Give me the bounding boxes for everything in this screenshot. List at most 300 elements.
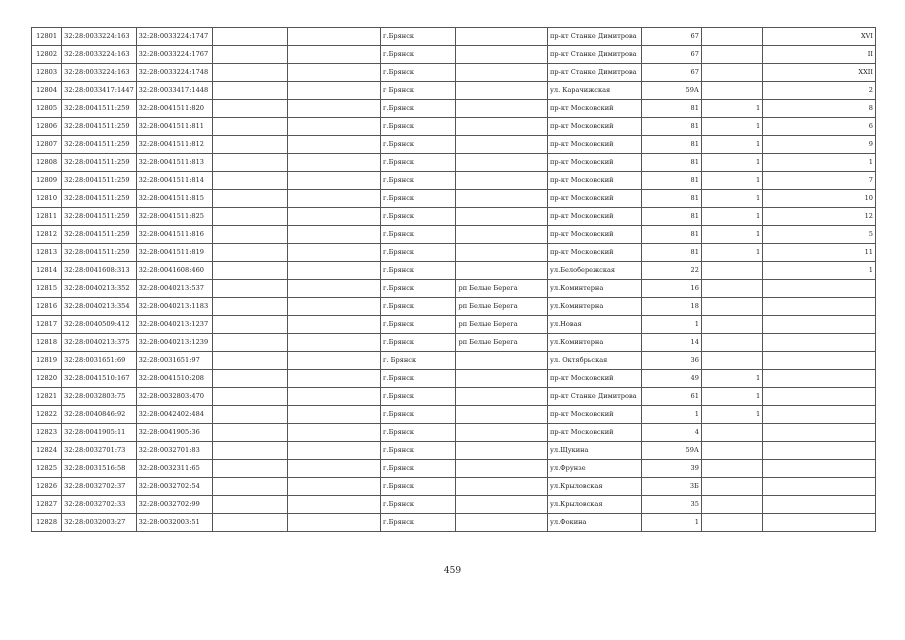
- table-row: [32, 478, 876, 496]
- building-cell: [701, 478, 762, 496]
- empty-cell: [288, 514, 381, 532]
- street-cell: пр-кт Московский: [548, 226, 642, 244]
- building-cell: 1: [701, 118, 762, 136]
- settlement-cell: рп Белые Берега: [456, 316, 548, 334]
- building-cell: 1: [701, 226, 762, 244]
- table-row: [32, 244, 876, 262]
- apartment-cell: 9: [763, 136, 876, 154]
- settlement-cell: рп Белые Берега: [456, 280, 548, 298]
- cadastral-number-cell: 32:28:0041905:36: [136, 424, 212, 442]
- apartment-cell: 2: [763, 82, 876, 100]
- row-number-cell: 12827: [32, 496, 62, 514]
- table-row: [32, 370, 876, 388]
- city-cell: г.Брянск: [381, 460, 456, 478]
- row-number-cell: 12808: [32, 154, 62, 172]
- parent-cadastral-cell: 32:28:0041608:313: [62, 262, 136, 280]
- parent-cadastral-cell: 32:28:0032702:37: [62, 478, 136, 496]
- cadastral-number-cell: 32:28:0032701:83: [136, 442, 212, 460]
- parent-cadastral-cell: 32:28:0031651:69: [62, 352, 136, 370]
- empty-cell: [288, 388, 381, 406]
- street-cell: пр-кт Станке Димитрова: [548, 388, 642, 406]
- empty-cell: [288, 100, 381, 118]
- house-cell: 61: [641, 388, 701, 406]
- settlement-cell: [456, 496, 548, 514]
- empty-cell: [288, 82, 381, 100]
- house-cell: 59А: [641, 442, 701, 460]
- apartment-cell: [763, 406, 876, 424]
- row-number-cell: 12821: [32, 388, 62, 406]
- empty-cell: [213, 298, 288, 316]
- house-cell: 81: [641, 172, 701, 190]
- empty-cell: [213, 118, 288, 136]
- empty-cell: [288, 262, 381, 280]
- cadastral-number-cell: 32:28:0041510:208: [136, 370, 212, 388]
- city-cell: г.Брянск: [381, 478, 456, 496]
- house-cell: 36: [641, 352, 701, 370]
- city-cell: г.Брянск: [381, 172, 456, 190]
- table-row: [32, 118, 876, 136]
- empty-cell: [288, 46, 381, 64]
- house-cell: 1: [641, 316, 701, 334]
- parent-cadastral-cell: 32:28:0041511:259: [62, 172, 136, 190]
- city-cell: г.Брянск: [381, 118, 456, 136]
- street-cell: ул.Коминтерна: [548, 334, 642, 352]
- cadastral-number-cell: 32:28:0041511:813: [136, 154, 212, 172]
- row-number-cell: 12801: [32, 28, 62, 46]
- empty-cell: [288, 244, 381, 262]
- table-row: [32, 424, 876, 442]
- empty-cell: [288, 280, 381, 298]
- empty-cell: [288, 208, 381, 226]
- street-cell: пр-кт Московский: [548, 136, 642, 154]
- house-cell: 18: [641, 298, 701, 316]
- empty-cell: [213, 244, 288, 262]
- apartment-cell: 1: [763, 154, 876, 172]
- building-cell: [701, 424, 762, 442]
- cadastral-number-cell: 32:28:0031651:97: [136, 352, 212, 370]
- empty-cell: [213, 172, 288, 190]
- empty-cell: [288, 28, 381, 46]
- empty-cell: [213, 226, 288, 244]
- building-cell: 1: [701, 154, 762, 172]
- row-number-cell: 12813: [32, 244, 62, 262]
- house-cell: 39: [641, 460, 701, 478]
- table-row: [32, 28, 876, 46]
- row-number-cell: 12809: [32, 172, 62, 190]
- settlement-cell: рп Белые Берега: [456, 334, 548, 352]
- row-number-cell: 12805: [32, 100, 62, 118]
- empty-cell: [213, 334, 288, 352]
- apartment-cell: [763, 424, 876, 442]
- house-cell: 3Б: [641, 478, 701, 496]
- street-cell: пр-кт Московский: [548, 406, 642, 424]
- table-row: [32, 190, 876, 208]
- row-number-cell: 12810: [32, 190, 62, 208]
- settlement-cell: [456, 442, 548, 460]
- apartment-cell: XXII: [763, 64, 876, 82]
- empty-cell: [213, 370, 288, 388]
- empty-cell: [288, 190, 381, 208]
- row-number-cell: 12819: [32, 352, 62, 370]
- table-row: [32, 442, 876, 460]
- settlement-cell: [456, 46, 548, 64]
- street-cell: пр-кт Московский: [548, 244, 642, 262]
- building-cell: [701, 46, 762, 64]
- empty-cell: [288, 172, 381, 190]
- house-cell: 81: [641, 118, 701, 136]
- cadastral-number-cell: 32:28:0041511:820: [136, 100, 212, 118]
- cadastral-number-cell: 32:28:0041511:812: [136, 136, 212, 154]
- empty-cell: [213, 514, 288, 532]
- settlement-cell: [456, 424, 548, 442]
- city-cell: г.Брянск: [381, 442, 456, 460]
- settlement-cell: [456, 406, 548, 424]
- street-cell: пр-кт Станке Димитрова: [548, 64, 642, 82]
- table-row: [32, 388, 876, 406]
- building-cell: [701, 496, 762, 514]
- city-cell: г.Брянск: [381, 100, 456, 118]
- settlement-cell: [456, 172, 548, 190]
- house-cell: 81: [641, 226, 701, 244]
- cadastral-number-cell: 32:28:0041511:814: [136, 172, 212, 190]
- building-cell: 1: [701, 190, 762, 208]
- parent-cadastral-cell: 32:28:0041905:11: [62, 424, 136, 442]
- street-cell: пр-кт Московский: [548, 154, 642, 172]
- settlement-cell: [456, 370, 548, 388]
- building-cell: 1: [701, 172, 762, 190]
- settlement-cell: [456, 244, 548, 262]
- settlement-cell: [456, 460, 548, 478]
- table-row: [32, 100, 876, 118]
- empty-cell: [213, 280, 288, 298]
- cadastral-number-cell: 32:28:0032702:99: [136, 496, 212, 514]
- building-cell: 1: [701, 370, 762, 388]
- settlement-cell: [456, 352, 548, 370]
- parent-cadastral-cell: 32:28:0033224:163: [62, 28, 136, 46]
- street-cell: ул.Фрунзе: [548, 460, 642, 478]
- table-row: [32, 136, 876, 154]
- building-cell: [701, 334, 762, 352]
- cadastral-number-cell: 32:28:0032803:470: [136, 388, 212, 406]
- empty-cell: [288, 496, 381, 514]
- row-number-cell: 12817: [32, 316, 62, 334]
- house-cell: 16: [641, 280, 701, 298]
- empty-cell: [288, 298, 381, 316]
- empty-cell: [213, 352, 288, 370]
- parent-cadastral-cell: 32:28:0031516:58: [62, 460, 136, 478]
- register-table: [31, 27, 876, 532]
- empty-cell: [213, 208, 288, 226]
- house-cell: 4: [641, 424, 701, 442]
- apartment-cell: [763, 280, 876, 298]
- apartment-cell: [763, 442, 876, 460]
- city-cell: г.Брянск: [381, 496, 456, 514]
- building-cell: [701, 460, 762, 478]
- street-cell: ул. Карачижская: [548, 82, 642, 100]
- parent-cadastral-cell: 32:28:0040213:354: [62, 298, 136, 316]
- house-cell: 22: [641, 262, 701, 280]
- table-row: [32, 334, 876, 352]
- apartment-cell: XVI: [763, 28, 876, 46]
- empty-cell: [213, 28, 288, 46]
- parent-cadastral-cell: 32:28:0041511:259: [62, 244, 136, 262]
- parent-cadastral-cell: 32:28:0033417:1447: [62, 82, 136, 100]
- table-row: [32, 514, 876, 532]
- parent-cadastral-cell: 32:28:0041511:259: [62, 136, 136, 154]
- house-cell: 81: [641, 244, 701, 262]
- parent-cadastral-cell: 32:28:0040213:375: [62, 334, 136, 352]
- parent-cadastral-cell: 32:28:0032003:27: [62, 514, 136, 532]
- row-number-cell: 12812: [32, 226, 62, 244]
- building-cell: [701, 82, 762, 100]
- cadastral-number-cell: 32:28:0033417:1448: [136, 82, 212, 100]
- parent-cadastral-cell: 32:28:0041511:259: [62, 208, 136, 226]
- cadastral-number-cell: 32:28:0040213:537: [136, 280, 212, 298]
- empty-cell: [288, 334, 381, 352]
- cadastral-number-cell: 32:28:0042402:484: [136, 406, 212, 424]
- cadastral-number-cell: 32:28:0033224:1767: [136, 46, 212, 64]
- house-cell: 35: [641, 496, 701, 514]
- street-cell: пр-кт Московский: [548, 424, 642, 442]
- empty-cell: [213, 190, 288, 208]
- apartment-cell: II: [763, 46, 876, 64]
- row-number-cell: 12816: [32, 298, 62, 316]
- building-cell: 1: [701, 100, 762, 118]
- empty-cell: [288, 460, 381, 478]
- house-cell: 67: [641, 46, 701, 64]
- empty-cell: [213, 388, 288, 406]
- empty-cell: [213, 46, 288, 64]
- building-cell: 1: [701, 136, 762, 154]
- settlement-cell: [456, 388, 548, 406]
- settlement-cell: [456, 154, 548, 172]
- row-number-cell: 12825: [32, 460, 62, 478]
- street-cell: пр-кт Московский: [548, 172, 642, 190]
- parent-cadastral-cell: 32:28:0041511:259: [62, 100, 136, 118]
- empty-cell: [213, 406, 288, 424]
- row-number-cell: 12828: [32, 514, 62, 532]
- parent-cadastral-cell: 32:28:0041511:259: [62, 190, 136, 208]
- parent-cadastral-cell: 32:28:0041511:259: [62, 118, 136, 136]
- settlement-cell: [456, 28, 548, 46]
- empty-cell: [213, 496, 288, 514]
- parent-cadastral-cell: 32:28:0041510:167: [62, 370, 136, 388]
- apartment-cell: [763, 316, 876, 334]
- settlement-cell: рп Белые Берега: [456, 298, 548, 316]
- house-cell: 81: [641, 154, 701, 172]
- empty-cell: [288, 406, 381, 424]
- empty-cell: [213, 424, 288, 442]
- house-cell: 49: [641, 370, 701, 388]
- apartment-cell: 1: [763, 262, 876, 280]
- cadastral-number-cell: 32:28:0032702:54: [136, 478, 212, 496]
- table-row: [32, 82, 876, 100]
- settlement-cell: [456, 64, 548, 82]
- empty-cell: [213, 460, 288, 478]
- row-number-cell: 12826: [32, 478, 62, 496]
- apartment-cell: [763, 460, 876, 478]
- building-cell: [701, 64, 762, 82]
- street-cell: ул.Щукина: [548, 442, 642, 460]
- settlement-cell: [456, 118, 548, 136]
- row-number-cell: 12818: [32, 334, 62, 352]
- street-cell: ул.Крыловская: [548, 496, 642, 514]
- empty-cell: [213, 82, 288, 100]
- street-cell: пр-кт Станке Димитрова: [548, 46, 642, 64]
- empty-cell: [213, 100, 288, 118]
- house-cell: 81: [641, 190, 701, 208]
- cadastral-number-cell: 32:28:0040213:1239: [136, 334, 212, 352]
- building-cell: [701, 442, 762, 460]
- building-cell: 1: [701, 244, 762, 262]
- cadastral-number-cell: 32:28:0033224:1747: [136, 28, 212, 46]
- row-number-cell: 12814: [32, 262, 62, 280]
- city-cell: г. Брянск: [381, 352, 456, 370]
- apartment-cell: [763, 478, 876, 496]
- city-cell: г.Брянск: [381, 514, 456, 532]
- street-cell: ул.Фокина: [548, 514, 642, 532]
- city-cell: г.Брянск: [381, 334, 456, 352]
- city-cell: г.Брянск: [381, 136, 456, 154]
- house-cell: 14: [641, 334, 701, 352]
- settlement-cell: [456, 190, 548, 208]
- city-cell: г.Брянск: [381, 370, 456, 388]
- street-cell: пр-кт Московский: [548, 190, 642, 208]
- parent-cadastral-cell: 32:28:0033224:163: [62, 46, 136, 64]
- cadastral-number-cell: 32:28:0032311:65: [136, 460, 212, 478]
- empty-cell: [288, 136, 381, 154]
- table-row: [32, 172, 876, 190]
- city-cell: г.Брянск: [381, 262, 456, 280]
- settlement-cell: [456, 478, 548, 496]
- house-cell: 59А: [641, 82, 701, 100]
- city-cell: г.Брянск: [381, 406, 456, 424]
- settlement-cell: [456, 514, 548, 532]
- cadastral-number-cell: 32:28:0033224:1748: [136, 64, 212, 82]
- row-number-cell: 12823: [32, 424, 62, 442]
- apartment-cell: 6: [763, 118, 876, 136]
- parent-cadastral-cell: 32:28:0041511:259: [62, 226, 136, 244]
- apartment-cell: [763, 370, 876, 388]
- apartment-cell: 10: [763, 190, 876, 208]
- city-cell: г.Брянск: [381, 316, 456, 334]
- cadastral-number-cell: 32:28:0040213:1183: [136, 298, 212, 316]
- building-cell: 1: [701, 406, 762, 424]
- street-cell: пр-кт Московский: [548, 118, 642, 136]
- row-number-cell: 12820: [32, 370, 62, 388]
- settlement-cell: [456, 262, 548, 280]
- house-cell: 67: [641, 64, 701, 82]
- row-number-cell: 12824: [32, 442, 62, 460]
- parent-cadastral-cell: 32:28:0032701:73: [62, 442, 136, 460]
- building-cell: 1: [701, 388, 762, 406]
- row-number-cell: 12806: [32, 118, 62, 136]
- row-number-cell: 12807: [32, 136, 62, 154]
- cadastral-number-cell: 32:28:0041511:811: [136, 118, 212, 136]
- settlement-cell: [456, 100, 548, 118]
- house-cell: 67: [641, 28, 701, 46]
- empty-cell: [288, 154, 381, 172]
- empty-cell: [288, 64, 381, 82]
- parent-cadastral-cell: 32:28:0032702:33: [62, 496, 136, 514]
- settlement-cell: [456, 226, 548, 244]
- register-table-body: [32, 28, 876, 532]
- parent-cadastral-cell: 32:28:0040509:412: [62, 316, 136, 334]
- table-row: [32, 280, 876, 298]
- building-cell: [701, 262, 762, 280]
- row-number-cell: 12811: [32, 208, 62, 226]
- street-cell: пр-кт Станке Димитрова: [548, 28, 642, 46]
- apartment-cell: [763, 388, 876, 406]
- city-cell: г.Брянск: [381, 226, 456, 244]
- building-cell: 1: [701, 208, 762, 226]
- building-cell: [701, 298, 762, 316]
- table-row: [32, 316, 876, 334]
- empty-cell: [288, 352, 381, 370]
- building-cell: [701, 28, 762, 46]
- empty-cell: [288, 316, 381, 334]
- street-cell: пр-кт Московский: [548, 370, 642, 388]
- apartment-cell: 8: [763, 100, 876, 118]
- table-row: [32, 208, 876, 226]
- empty-cell: [213, 478, 288, 496]
- city-cell: г.Брянск: [381, 280, 456, 298]
- street-cell: пр-кт Московский: [548, 100, 642, 118]
- cadastral-number-cell: 32:28:0041511:825: [136, 208, 212, 226]
- street-cell: ул.Новая: [548, 316, 642, 334]
- cadastral-number-cell: 32:28:0041511:816: [136, 226, 212, 244]
- apartment-cell: [763, 334, 876, 352]
- house-cell: 1: [641, 514, 701, 532]
- city-cell: г.Брянск: [381, 64, 456, 82]
- table-row: [32, 262, 876, 280]
- city-cell: г.Брянск: [381, 298, 456, 316]
- building-cell: [701, 316, 762, 334]
- parent-cadastral-cell: 32:28:0040213:352: [62, 280, 136, 298]
- empty-cell: [288, 478, 381, 496]
- apartment-cell: [763, 514, 876, 532]
- apartment-cell: [763, 352, 876, 370]
- parent-cadastral-cell: 32:28:0041511:259: [62, 154, 136, 172]
- city-cell: г Брянск: [381, 82, 456, 100]
- row-number-cell: 12815: [32, 280, 62, 298]
- apartment-cell: 5: [763, 226, 876, 244]
- street-cell: ул. Октябрьская: [548, 352, 642, 370]
- building-cell: [701, 280, 762, 298]
- table-row: [32, 154, 876, 172]
- city-cell: г.Брянск: [381, 154, 456, 172]
- parent-cadastral-cell: 32:28:0032803:75: [62, 388, 136, 406]
- apartment-cell: 12: [763, 208, 876, 226]
- row-number-cell: 12804: [32, 82, 62, 100]
- house-cell: 81: [641, 100, 701, 118]
- table-row: [32, 298, 876, 316]
- empty-cell: [288, 370, 381, 388]
- empty-cell: [213, 262, 288, 280]
- table-row: [32, 496, 876, 514]
- empty-cell: [288, 424, 381, 442]
- apartment-cell: 11: [763, 244, 876, 262]
- table-row: [32, 352, 876, 370]
- apartment-cell: [763, 496, 876, 514]
- settlement-cell: [456, 82, 548, 100]
- house-cell: 81: [641, 208, 701, 226]
- table-row: [32, 406, 876, 424]
- row-number-cell: 12803: [32, 64, 62, 82]
- row-number-cell: 12822: [32, 406, 62, 424]
- parent-cadastral-cell: 32:28:0040846:92: [62, 406, 136, 424]
- parent-cadastral-cell: 32:28:0033224:163: [62, 64, 136, 82]
